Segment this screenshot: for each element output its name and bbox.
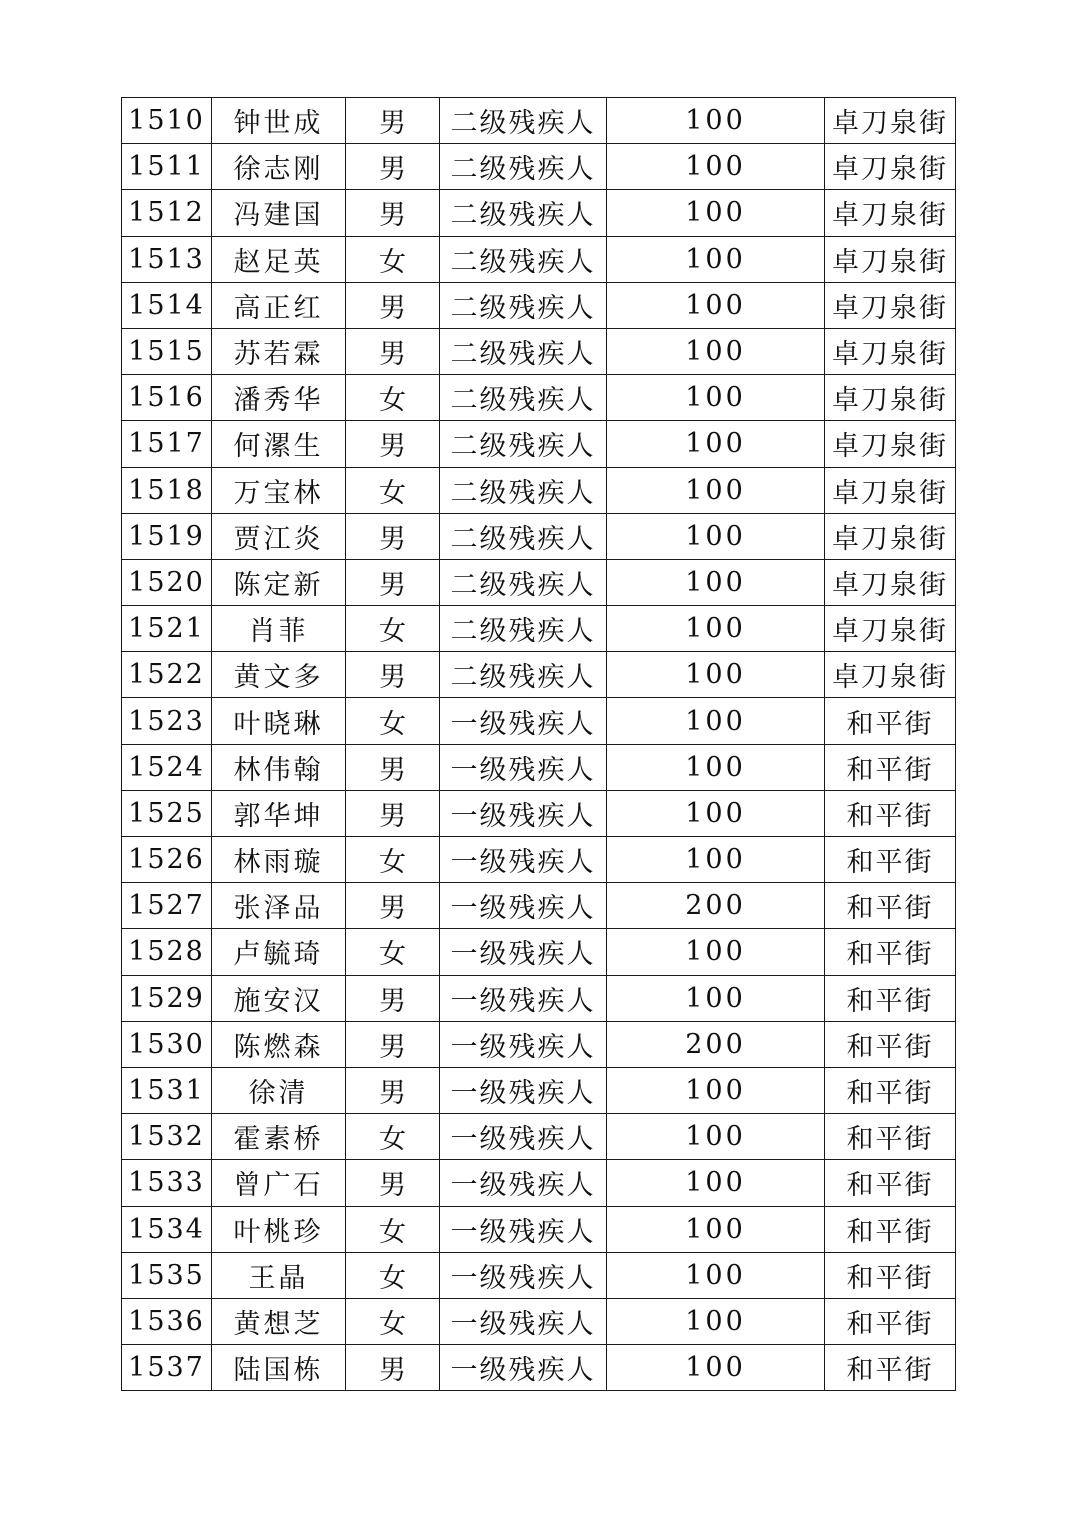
street-cell: 和平街	[825, 1298, 956, 1344]
name-cell: 叶晓琳	[212, 698, 346, 744]
row-number-cell: 1525	[122, 790, 212, 836]
sex-cell: 女	[346, 1206, 440, 1252]
disability-level-cell: 二级残疾人	[440, 559, 607, 605]
disability-level-cell: 二级残疾人	[440, 606, 607, 652]
table-row	[122, 144, 956, 190]
disability-level-cell: 一级残疾人	[440, 744, 607, 790]
sex-cell: 男	[346, 652, 440, 698]
street-cell: 和平街	[825, 698, 956, 744]
sex-cell: 男	[346, 1067, 440, 1113]
disability-level-cell: 一级残疾人	[440, 929, 607, 975]
amount-cell: 100	[607, 790, 825, 836]
table-row	[122, 190, 956, 236]
row-number-cell: 1530	[122, 1021, 212, 1067]
table-row	[122, 790, 956, 836]
row-number-cell: 1520	[122, 559, 212, 605]
table-row	[122, 1114, 956, 1160]
disability-level-cell: 一级残疾人	[440, 975, 607, 1021]
row-number-cell: 1536	[122, 1298, 212, 1344]
row-number-cell: 1517	[122, 421, 212, 467]
name-cell: 苏若霖	[212, 328, 346, 374]
sex-cell: 女	[346, 1298, 440, 1344]
street-cell: 卓刀泉街	[825, 190, 956, 236]
name-cell: 陆国栋	[212, 1345, 346, 1391]
table-row	[122, 421, 956, 467]
street-cell: 和平街	[825, 837, 956, 883]
amount-cell: 100	[607, 929, 825, 975]
disability-level-cell: 二级残疾人	[440, 375, 607, 421]
row-number-cell: 1531	[122, 1067, 212, 1113]
row-number-cell: 1522	[122, 652, 212, 698]
sex-cell: 男	[346, 282, 440, 328]
street-cell: 卓刀泉街	[825, 606, 956, 652]
street-cell: 卓刀泉街	[825, 98, 956, 144]
name-cell: 肖菲	[212, 606, 346, 652]
name-cell: 卢毓琦	[212, 929, 346, 975]
amount-cell: 100	[607, 652, 825, 698]
amount-cell: 100	[607, 606, 825, 652]
row-number-cell: 1524	[122, 744, 212, 790]
sex-cell: 女	[346, 1252, 440, 1298]
row-number-cell: 1532	[122, 1114, 212, 1160]
street-cell: 和平街	[825, 1345, 956, 1391]
disability-level-cell: 一级残疾人	[440, 837, 607, 883]
disability-level-cell: 一级残疾人	[440, 1114, 607, 1160]
table-row	[122, 1252, 956, 1298]
row-number-cell: 1515	[122, 328, 212, 374]
street-cell: 卓刀泉街	[825, 375, 956, 421]
name-cell: 林雨璇	[212, 837, 346, 883]
sex-cell: 女	[346, 837, 440, 883]
table-row	[122, 606, 956, 652]
table-row	[122, 467, 956, 513]
disability-level-cell: 二级残疾人	[440, 513, 607, 559]
amount-cell: 100	[607, 190, 825, 236]
disability-level-cell: 一级残疾人	[440, 1252, 607, 1298]
disability-level-cell: 一级残疾人	[440, 1345, 607, 1391]
amount-cell: 100	[607, 513, 825, 559]
table-row	[122, 1206, 956, 1252]
street-cell: 和平街	[825, 1067, 956, 1113]
street-cell: 和平街	[825, 1160, 956, 1206]
row-number-cell: 1514	[122, 282, 212, 328]
disability-level-cell: 一级残疾人	[440, 1206, 607, 1252]
street-cell: 和平街	[825, 975, 956, 1021]
name-cell: 林伟翰	[212, 744, 346, 790]
row-number-cell: 1528	[122, 929, 212, 975]
row-number-cell: 1535	[122, 1252, 212, 1298]
street-cell: 和平街	[825, 929, 956, 975]
table-row	[122, 837, 956, 883]
amount-cell: 100	[607, 837, 825, 883]
street-cell: 卓刀泉街	[825, 652, 956, 698]
name-cell: 钟世成	[212, 98, 346, 144]
sex-cell: 女	[346, 375, 440, 421]
street-cell: 卓刀泉街	[825, 144, 956, 190]
name-cell: 黄文多	[212, 652, 346, 698]
roster-table-body	[122, 98, 956, 1391]
street-cell: 卓刀泉街	[825, 513, 956, 559]
name-cell: 潘秀华	[212, 375, 346, 421]
name-cell: 贾江炎	[212, 513, 346, 559]
sex-cell: 女	[346, 236, 440, 282]
amount-cell: 100	[607, 236, 825, 282]
street-cell: 卓刀泉街	[825, 467, 956, 513]
sex-cell: 男	[346, 421, 440, 467]
disability-level-cell: 二级残疾人	[440, 467, 607, 513]
table-row	[122, 929, 956, 975]
row-number-cell: 1516	[122, 375, 212, 421]
sex-cell: 男	[346, 1160, 440, 1206]
row-number-cell: 1511	[122, 144, 212, 190]
sex-cell: 男	[346, 1021, 440, 1067]
row-number-cell: 1512	[122, 190, 212, 236]
disability-level-cell: 二级残疾人	[440, 98, 607, 144]
name-cell: 黄想芝	[212, 1298, 346, 1344]
table-row	[122, 975, 956, 1021]
name-cell: 叶桃珍	[212, 1206, 346, 1252]
amount-cell: 100	[607, 282, 825, 328]
sex-cell: 男	[346, 98, 440, 144]
name-cell: 陈定新	[212, 559, 346, 605]
amount-cell: 100	[607, 1345, 825, 1391]
sex-cell: 男	[346, 1345, 440, 1391]
amount-cell: 100	[607, 698, 825, 744]
amount-cell: 100	[607, 1252, 825, 1298]
table-row	[122, 282, 956, 328]
name-cell: 霍素桥	[212, 1114, 346, 1160]
street-cell: 卓刀泉街	[825, 236, 956, 282]
disability-level-cell: 一级残疾人	[440, 883, 607, 929]
amount-cell: 100	[607, 975, 825, 1021]
table-row	[122, 652, 956, 698]
table-row	[122, 559, 956, 605]
name-cell: 郭华坤	[212, 790, 346, 836]
table-row	[122, 1067, 956, 1113]
amount-cell: 100	[607, 421, 825, 467]
amount-cell: 200	[607, 883, 825, 929]
row-number-cell: 1534	[122, 1206, 212, 1252]
sex-cell: 男	[346, 144, 440, 190]
sex-cell: 男	[346, 790, 440, 836]
row-number-cell: 1518	[122, 467, 212, 513]
amount-cell: 100	[607, 98, 825, 144]
amount-cell: 100	[607, 1206, 825, 1252]
table-row	[122, 236, 956, 282]
disability-level-cell: 二级残疾人	[440, 144, 607, 190]
street-cell: 和平街	[825, 790, 956, 836]
table-row	[122, 98, 956, 144]
sex-cell: 女	[346, 929, 440, 975]
disability-level-cell: 一级残疾人	[440, 790, 607, 836]
row-number-cell: 1527	[122, 883, 212, 929]
street-cell: 卓刀泉街	[825, 282, 956, 328]
row-number-cell: 1510	[122, 98, 212, 144]
sex-cell: 男	[346, 328, 440, 374]
street-cell: 卓刀泉街	[825, 559, 956, 605]
name-cell: 何漯生	[212, 421, 346, 467]
street-cell: 和平街	[825, 883, 956, 929]
row-number-cell: 1521	[122, 606, 212, 652]
amount-cell: 100	[607, 328, 825, 374]
sex-cell: 女	[346, 1114, 440, 1160]
sex-cell: 男	[346, 975, 440, 1021]
name-cell: 万宝林	[212, 467, 346, 513]
street-cell: 和平街	[825, 744, 956, 790]
name-cell: 赵足英	[212, 236, 346, 282]
table-row	[122, 1160, 956, 1206]
table-row	[122, 744, 956, 790]
disability-level-cell: 二级残疾人	[440, 652, 607, 698]
sex-cell: 男	[346, 513, 440, 559]
amount-cell: 100	[607, 375, 825, 421]
amount-cell: 100	[607, 1114, 825, 1160]
disability-level-cell: 二级残疾人	[440, 236, 607, 282]
table-row	[122, 513, 956, 559]
amount-cell: 100	[607, 467, 825, 513]
sex-cell: 男	[346, 559, 440, 605]
table-row	[122, 1021, 956, 1067]
disability-level-cell: 二级残疾人	[440, 282, 607, 328]
row-number-cell: 1529	[122, 975, 212, 1021]
disability-level-cell: 二级残疾人	[440, 421, 607, 467]
amount-cell: 100	[607, 1160, 825, 1206]
sex-cell: 女	[346, 606, 440, 652]
amount-cell: 100	[607, 1298, 825, 1344]
name-cell: 张泽品	[212, 883, 346, 929]
sex-cell: 男	[346, 883, 440, 929]
sex-cell: 女	[346, 467, 440, 513]
table-row	[122, 698, 956, 744]
street-cell: 卓刀泉街	[825, 421, 956, 467]
street-cell: 卓刀泉街	[825, 328, 956, 374]
amount-cell: 100	[607, 144, 825, 190]
disability-level-cell: 二级残疾人	[440, 190, 607, 236]
table-row	[122, 1345, 956, 1391]
name-cell: 徐志刚	[212, 144, 346, 190]
amount-cell: 100	[607, 559, 825, 605]
name-cell: 陈燃森	[212, 1021, 346, 1067]
row-number-cell: 1533	[122, 1160, 212, 1206]
disability-level-cell: 一级残疾人	[440, 698, 607, 744]
sex-cell: 女	[346, 698, 440, 744]
disability-level-cell: 一级残疾人	[440, 1160, 607, 1206]
name-cell: 王晶	[212, 1252, 346, 1298]
table-row	[122, 1298, 956, 1344]
street-cell: 和平街	[825, 1252, 956, 1298]
table-row	[122, 375, 956, 421]
amount-cell: 100	[607, 1067, 825, 1113]
sex-cell: 男	[346, 744, 440, 790]
roster-table	[121, 97, 956, 1391]
street-cell: 和平街	[825, 1206, 956, 1252]
street-cell: 和平街	[825, 1114, 956, 1160]
name-cell: 曾广石	[212, 1160, 346, 1206]
row-number-cell: 1537	[122, 1345, 212, 1391]
row-number-cell: 1523	[122, 698, 212, 744]
amount-cell: 200	[607, 1021, 825, 1067]
sex-cell: 男	[346, 190, 440, 236]
disability-level-cell: 二级残疾人	[440, 328, 607, 374]
row-number-cell: 1519	[122, 513, 212, 559]
disability-level-cell: 一级残疾人	[440, 1021, 607, 1067]
amount-cell: 100	[607, 744, 825, 790]
name-cell: 施安汉	[212, 975, 346, 1021]
row-number-cell: 1526	[122, 837, 212, 883]
row-number-cell: 1513	[122, 236, 212, 282]
name-cell: 高正红	[212, 282, 346, 328]
name-cell: 冯建国	[212, 190, 346, 236]
table-row	[122, 328, 956, 374]
disability-level-cell: 一级残疾人	[440, 1067, 607, 1113]
name-cell: 徐清	[212, 1067, 346, 1113]
table-row	[122, 883, 956, 929]
street-cell: 和平街	[825, 1021, 956, 1067]
disability-level-cell: 一级残疾人	[440, 1298, 607, 1344]
